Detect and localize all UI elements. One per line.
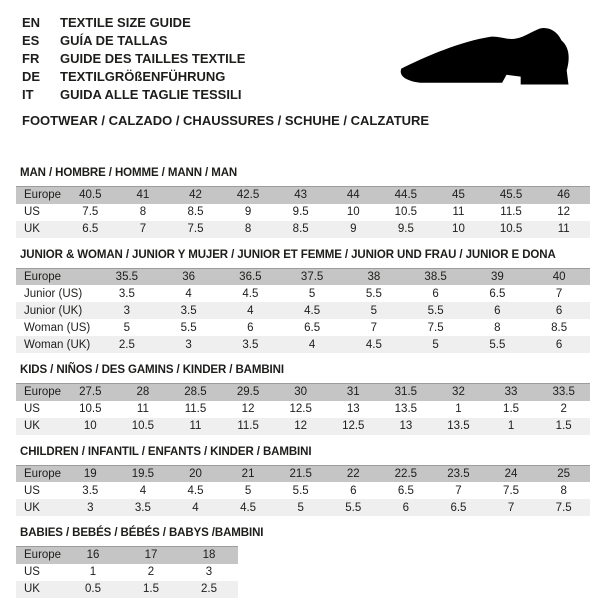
size-cell: 20	[189, 467, 202, 480]
size-cell: 44	[346, 189, 360, 202]
size-cell: 30	[294, 386, 308, 399]
size-cell: 10.5	[131, 420, 155, 432]
size-cell: 7.5	[187, 223, 204, 235]
size-cell: 4.5	[304, 304, 321, 317]
size-section	[16, 527, 590, 598]
size-cell: 4.5	[242, 287, 259, 300]
size-cell: 37.5	[300, 270, 324, 283]
row-label: US	[24, 403, 40, 415]
size-cell: 5.5	[427, 304, 444, 317]
row-label: Europe	[24, 467, 62, 480]
size-cell: 27.5	[79, 386, 102, 399]
size-cell: 4	[192, 501, 199, 514]
size-cell: 17	[144, 549, 158, 562]
row-label: Woman (US)	[24, 321, 91, 334]
size-cell: 28	[136, 386, 150, 399]
size-cell: 22	[346, 467, 360, 480]
table-row	[16, 499, 590, 516]
size-cell: 44.5	[394, 189, 418, 202]
size-cell: 3	[205, 566, 213, 578]
size-cell: 21	[241, 467, 255, 480]
size-section	[16, 167, 590, 238]
size-cell: 7.5	[503, 484, 520, 497]
row-label: Woman (UK)	[24, 338, 91, 351]
row-label: US	[24, 206, 40, 218]
size-cell: 5	[297, 501, 304, 514]
size-cell: 1	[455, 403, 462, 415]
size-cell: 2	[560, 403, 567, 415]
size-cell: 4.5	[240, 501, 257, 514]
size-cell: 6	[555, 338, 563, 351]
size-cell: 10.5	[394, 206, 418, 218]
language-code: ES	[22, 33, 40, 48]
size-section	[16, 364, 590, 435]
size-cell: 4.5	[187, 484, 204, 497]
size-cell: 6.5	[304, 321, 321, 334]
size-cell: 3.5	[118, 287, 135, 300]
row-label: Junior (US)	[24, 287, 83, 300]
size-cell: 5.5	[345, 501, 362, 514]
size-cell: 39	[490, 270, 504, 283]
size-cell: 5	[244, 484, 252, 497]
size-cell: 6.5	[450, 501, 467, 514]
size-cell: 5.5	[180, 321, 197, 334]
size-cell: 3.5	[134, 501, 151, 514]
size-cell: 13.5	[394, 403, 418, 415]
size-cell: 9	[244, 206, 252, 218]
size-cell: 5.5	[489, 338, 506, 351]
size-table	[16, 546, 238, 598]
size-table	[16, 383, 590, 435]
size-cell: 6	[432, 287, 439, 300]
row-label: Europe	[24, 386, 62, 399]
size-cell: 31.5	[394, 386, 418, 399]
size-cell: 42.5	[236, 189, 260, 202]
table-row	[16, 384, 590, 401]
category-line: FOOTWEAR / CALZADO / CHAUSSURES / SCHUHE / CALZATURE	[22, 113, 430, 128]
size-cell: 1.5	[555, 420, 572, 432]
size-cell: 10	[452, 223, 465, 235]
section-title: MAN / HOMBRE / HOMME / MANN / MAN	[20, 167, 238, 179]
table-row	[16, 547, 238, 564]
size-cell: 5	[432, 338, 439, 351]
table-row	[16, 418, 590, 435]
size-cell: 40	[552, 270, 566, 283]
table-row	[16, 268, 590, 285]
size-cell: 5	[308, 287, 316, 300]
size-cell: 1	[89, 566, 97, 578]
section-title: CHILDREN / INFANTIL / ENFANTS / KINDER / BAMBINI	[20, 445, 312, 458]
language-title: GUIDA ALLE TAGLIE TESSILI	[60, 87, 242, 102]
size-cell: 11	[452, 206, 465, 218]
size-cell: 10	[83, 420, 97, 432]
size-cell: 35.5	[115, 270, 139, 283]
language-code: EN	[22, 15, 41, 30]
size-cell: 5.5	[292, 484, 309, 497]
size-cell: 1	[507, 420, 515, 432]
size-cell: 7	[370, 321, 378, 334]
size-cell: 12.5	[289, 403, 312, 415]
size-cell: 8	[560, 484, 567, 497]
row-label: Europe	[24, 549, 62, 562]
table-row	[16, 221, 590, 238]
row-label: UK	[24, 583, 40, 595]
table-row	[16, 285, 590, 302]
size-cell: 5	[123, 321, 131, 334]
size-cell: 3.5	[242, 338, 259, 351]
size-cell: 31	[346, 386, 360, 399]
size-cell: 8	[244, 223, 252, 235]
size-cell: 8.5	[187, 206, 204, 218]
language-code: DE	[22, 69, 41, 84]
size-cell: 11.5	[184, 403, 207, 415]
size-cell: 8	[139, 206, 147, 218]
table-row	[16, 187, 590, 204]
row-label: UK	[24, 501, 40, 514]
size-tables	[16, 167, 590, 598]
size-cell: 7.5	[427, 321, 444, 334]
language-title: TEXTILE SIZE GUIDE	[60, 15, 191, 30]
size-cell: 6.5	[82, 223, 99, 235]
size-cell: 13.5	[447, 420, 470, 432]
row-label: US	[24, 484, 40, 497]
size-cell: 19	[83, 467, 97, 480]
size-cell: 45.5	[499, 189, 523, 202]
size-cell: 9.5	[292, 206, 309, 218]
size-cell: 11	[557, 223, 570, 235]
row-label: Europe	[24, 270, 62, 283]
size-cell: 10	[346, 206, 360, 218]
size-cell: 6.5	[489, 287, 506, 300]
size-cell: 13	[346, 403, 360, 415]
section-title: BABIES / BEBÉS / BÉBÉS / BABYS /BAMBINI	[20, 527, 264, 539]
size-cell: 7	[507, 501, 515, 514]
size-cell: 36	[182, 270, 196, 283]
size-cell: 12.5	[342, 420, 365, 432]
size-cell: 11	[136, 403, 149, 415]
size-cell: 12	[557, 206, 571, 218]
size-cell: 5.5	[365, 287, 382, 300]
size-cell: 9.5	[397, 223, 414, 235]
size-cell: 7	[139, 223, 147, 235]
size-cell: 12	[294, 420, 308, 432]
size-cell: 38	[367, 270, 381, 283]
size-cell: 25	[557, 467, 571, 480]
size-cell: 42	[189, 189, 202, 202]
size-cell: 6	[247, 321, 254, 334]
size-cell: 33	[504, 386, 518, 399]
size-cell: 7.5	[555, 501, 572, 514]
size-cell: 6	[402, 501, 410, 514]
size-cell: 0.5	[85, 583, 101, 595]
row-label: Europe	[24, 189, 62, 202]
size-cell: 29.5	[236, 386, 260, 399]
table-row	[16, 564, 238, 581]
size-cell: 33.5	[552, 386, 575, 399]
size-cell: 8.5	[292, 223, 309, 235]
size-cell: 32	[452, 386, 465, 399]
size-cell: 10.5	[499, 223, 523, 235]
size-cell: 6	[350, 484, 357, 497]
size-cell: 2	[147, 566, 155, 578]
table-row	[16, 204, 590, 221]
size-cell: 6	[555, 304, 563, 317]
size-cell: 3	[185, 338, 192, 351]
size-table	[16, 186, 590, 238]
size-cell: 1.5	[143, 583, 159, 595]
table-row	[16, 336, 590, 353]
size-cell: 7	[455, 484, 462, 497]
size-cell: 5	[370, 304, 378, 317]
table-row	[16, 319, 590, 336]
size-cell: 45	[452, 189, 465, 202]
table-row	[16, 581, 238, 598]
table-row	[16, 482, 590, 499]
size-cell: 38.5	[424, 270, 447, 283]
size-cell: 16	[86, 549, 100, 562]
size-section	[16, 446, 590, 517]
size-cell: 18	[202, 549, 216, 562]
size-cell: 3.5	[180, 304, 197, 317]
size-cell: 46	[557, 189, 571, 202]
size-cell: 6.5	[397, 484, 414, 497]
size-cell: 3	[87, 501, 94, 514]
language-code: FR	[22, 51, 40, 66]
size-cell: 3	[123, 304, 131, 317]
table-row	[16, 465, 590, 482]
language-title: GUIDE DES TAILLES TEXTILE	[60, 51, 246, 66]
size-cell: 4	[139, 484, 147, 497]
size-cell: 7.5	[82, 206, 99, 218]
language-title: GUÍA DE TALLAS	[60, 33, 168, 48]
size-cell: 3.5	[82, 484, 99, 497]
language-title: TEXTILGRÖßENFÜHRUNG	[60, 69, 226, 84]
size-cell: 21.5	[289, 467, 312, 480]
row-label: US	[24, 566, 40, 578]
row-label: UK	[24, 223, 40, 235]
size-cell: 8	[494, 321, 501, 334]
size-cell: 13	[399, 420, 413, 432]
size-cell: 4	[308, 338, 316, 351]
size-cell: 4.5	[365, 338, 382, 351]
size-cell: 40.5	[79, 189, 102, 202]
size-cell: 6	[494, 304, 501, 317]
size-cell: 22.5	[394, 467, 418, 480]
size-cell: 10.5	[79, 403, 102, 415]
size-cell: 23.5	[447, 467, 470, 480]
size-cell: 8.5	[551, 321, 568, 334]
row-label: Junior (UK)	[24, 304, 83, 317]
size-cell: 11	[189, 420, 202, 432]
row-label: UK	[24, 420, 40, 432]
size-cell: 11.5	[237, 420, 259, 432]
size-cell: 4	[247, 304, 254, 317]
size-cell: 19.5	[131, 467, 155, 480]
size-cell: 2.5	[118, 338, 135, 351]
size-cell: 2.5	[201, 583, 217, 595]
size-cell: 11.5	[500, 206, 522, 218]
size-cell: 41	[136, 189, 150, 202]
size-cell: 12	[241, 403, 255, 415]
size-table	[16, 268, 590, 354]
size-section	[16, 249, 590, 354]
shoe-icon	[389, 12, 594, 104]
table-row	[16, 401, 590, 418]
size-cell: 36.5	[239, 270, 262, 283]
size-cell: 28.5	[184, 386, 207, 399]
size-table	[16, 465, 590, 517]
size-cell: 9	[350, 223, 357, 235]
table-row	[16, 302, 590, 319]
section-title: KIDS / NIÑOS / DES GAMINS / KINDER / BAMBINI	[20, 364, 284, 376]
size-cell: 43	[294, 189, 308, 202]
size-cell: 4	[185, 287, 192, 300]
size-cell: 24	[504, 467, 518, 480]
size-cell: 7	[555, 287, 563, 300]
language-code: IT	[22, 87, 34, 102]
section-title: JUNIOR & WOMAN / JUNIOR Y MUJER / JUNIOR ET FEMME / JUNIOR UND FRAU / JUNIOR E DONA	[20, 248, 556, 261]
size-cell: 1.5	[503, 403, 520, 415]
